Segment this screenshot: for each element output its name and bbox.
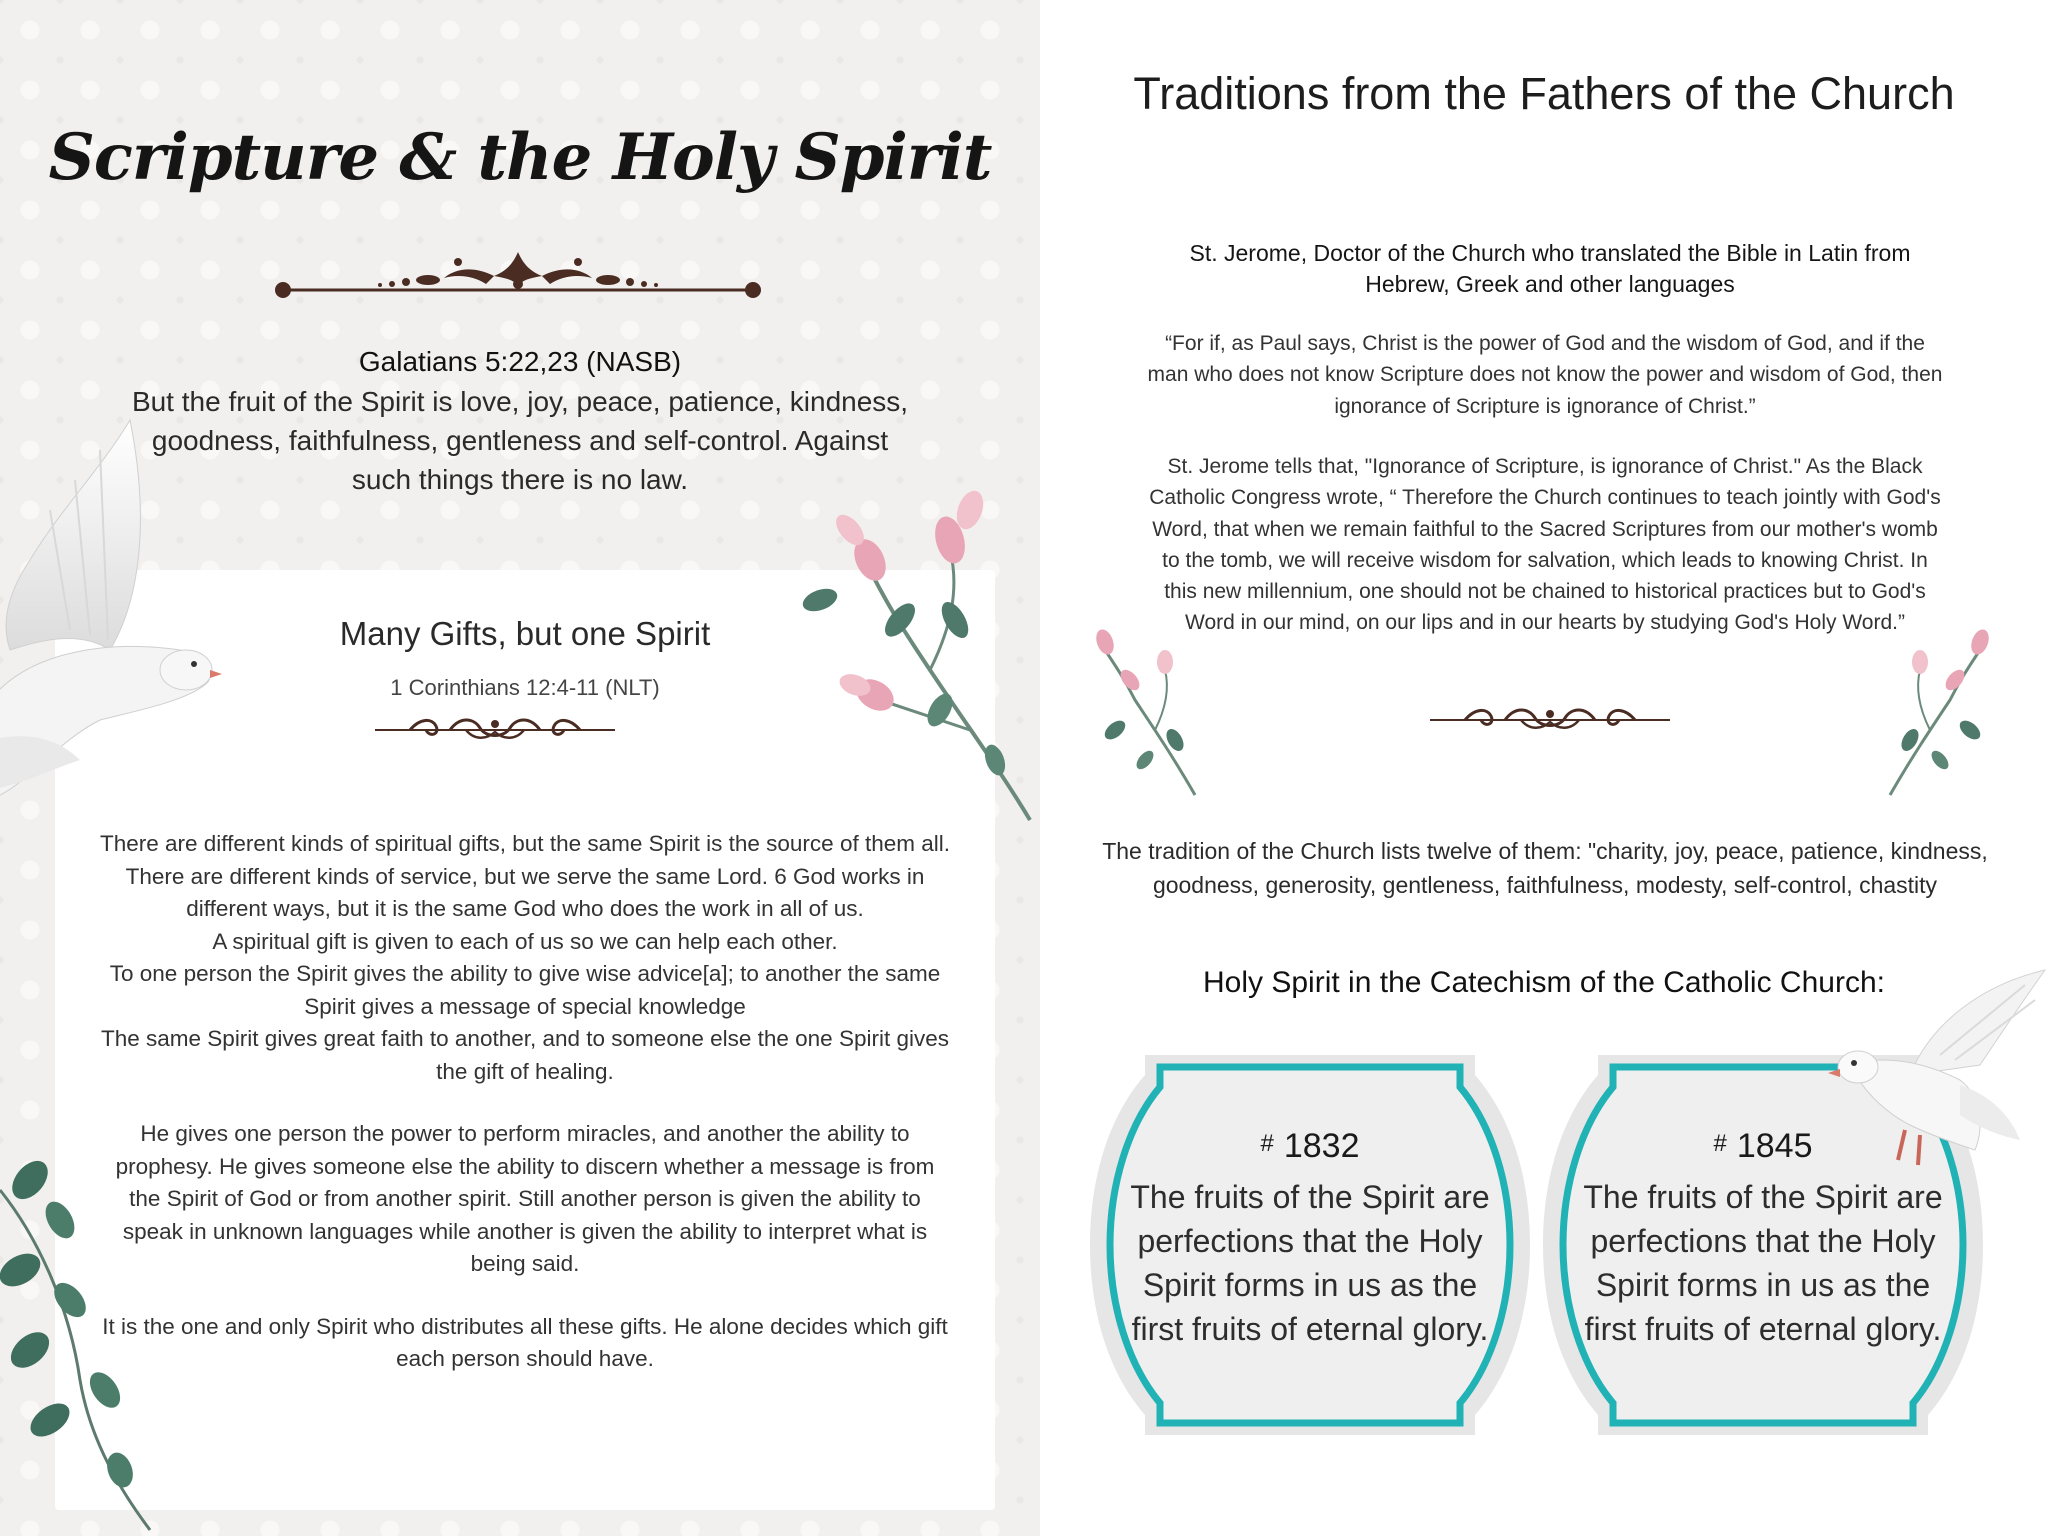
gifts-card-body bbox=[100, 828, 950, 1376]
ccc-card bbox=[1090, 1035, 1530, 1455]
jerome-paragraph: St. Jerome tells that, "Ignorance of Scripture, is ignorance of Christ." As the Black Catholic Congress wrote, “ Therefore the Church continues to teach jointly with God's Word, that when we remain faithful to the Sacred Scriptures from our mother's womb to the tomb, we will receive wisdom for salvation, which leads to knowing Christ. In this new millennium, one should not be chained to historical practices but to God's Word in our mind, on our lips and in our hearts by studying God's Holy Word.” bbox=[1149, 455, 1941, 635]
gifts-paragraph: He gives one person the power to perform miracles, and another the ability to prophesy. He gives someone else the ability to discern whether a message is from the Spirit of God or from another spirit. Still another person is given the ability to speak in unknown languages while another is given the ability to interpret what is being said. bbox=[115, 1121, 935, 1276]
scroll-divider-icon bbox=[1425, 700, 1675, 740]
flourish-divider-icon bbox=[268, 242, 768, 312]
jerome-heading: St. Jerome, Doctor of the Church who translated the Bible in Latin from Hebrew, Greek and other languages bbox=[1189, 240, 1911, 297]
gifts-card-reference: 1 Corinthians 12:4-11 (NLT) bbox=[390, 675, 660, 700]
jerome-quote: “For if, as Paul says, Christ is the power of God and the wisdom of God, and if the man who does not know Scripture does not know the power and wisdom of God, then ignorance of Scripture is ignorance of Christ.” bbox=[1147, 332, 1943, 418]
ccc-text: The fruits of the Spirit are perfections that the Holy Spirit forms in us as the first fruits of eternal glory. bbox=[1130, 1179, 1490, 1347]
gifts-paragraph: A spiritual gift is given to each of us so we can help each other. bbox=[212, 928, 838, 954]
flower-sprig-icon bbox=[1085, 620, 1225, 800]
ccc-heading: Holy Spirit in the Catechism of the Catholic Church: bbox=[1203, 966, 1885, 999]
gifts-paragraph: To one person the Spirit gives the ability to give wise advice[a]; to another the same Spirit gives a message of special knowledge bbox=[109, 961, 941, 1019]
dove-icon bbox=[0, 400, 240, 800]
gifts-paragraph: It is the one and only Spirit who distributes all these gifts. He alone decides which gift each person should have. bbox=[102, 1313, 948, 1371]
right-page bbox=[1040, 0, 2048, 1536]
ccc-number: # 1845 bbox=[1713, 1127, 1813, 1165]
flower-branch-icon bbox=[780, 470, 1040, 830]
scroll-divider-icon bbox=[370, 710, 620, 750]
gifts-paragraph: There are different kinds of spiritual gifts, but the same Spirit is the source of them all. bbox=[100, 831, 950, 856]
tradition-text: The tradition of the Church lists twelve of them: "charity, joy, peace, patience, kindness, goodness, generosity, gentleness, faithfulness, modesty, self-control, chastity bbox=[1102, 838, 1988, 898]
page-title: Scripture & the Holy Spirit bbox=[48, 120, 992, 195]
galatians-reference: Galatians 5:22,23 (NASB) bbox=[358, 346, 682, 377]
dove-icon bbox=[1810, 965, 2048, 1175]
leaves-icon bbox=[0, 1160, 160, 1536]
galatians-verse: But the fruit of the Spirit is love, joy, peace, patience, kindness, goodness, faithfulness, gentleness and self-control. Against such things there is no law. bbox=[131, 386, 909, 495]
ccc-text: The fruits of the Spirit are perfections that the Holy Spirit forms in us as the first fruits of eternal glory. bbox=[1583, 1179, 1943, 1347]
ccc-number: # 1832 bbox=[1260, 1127, 1360, 1165]
gifts-paragraph: The same Spirit gives great faith to another, and to someone else the one Spirit gives the gift of healing. bbox=[101, 1026, 949, 1084]
gifts-card-title: Many Gifts, but one Spirit bbox=[339, 615, 711, 652]
gifts-paragraph: There are different kinds of service, but we serve the same Lord. 6 God works in different ways, but it is the same God who does the work in all of us. bbox=[125, 863, 925, 921]
traditions-title: Traditions from the Fathers of the Church bbox=[1133, 68, 1955, 119]
flower-sprig-icon bbox=[1860, 620, 2000, 800]
